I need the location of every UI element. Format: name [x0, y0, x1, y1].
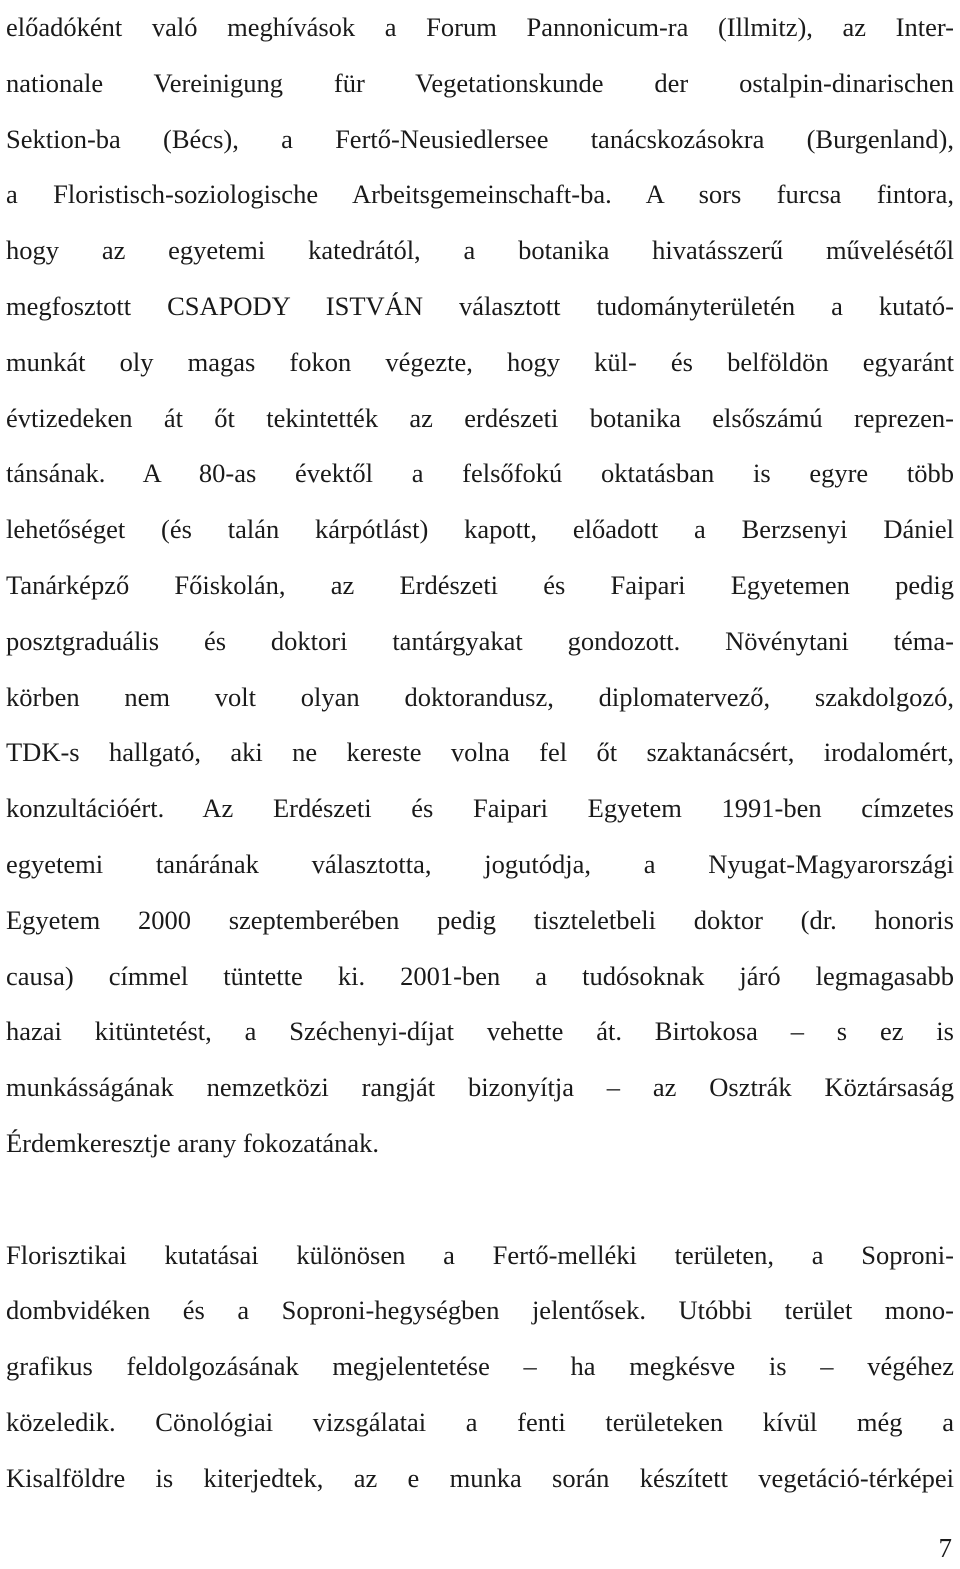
text-line: a Floristisch-soziologische Arbeitsgemeinschaft-ba. A sors furcsa fintora, [6, 179, 954, 210]
text-line: Florisztikai kutatásai különösen a Fertő-melléki területen, a Soproni- [6, 1239, 954, 1270]
text-line: hogy az egyetemi katedrától, a botanika hivatásszerű művelésétől [6, 235, 954, 266]
text-line: körben nem volt olyan doktorandusz, diplomatervező, szakdolgozó, [6, 681, 954, 712]
document-page [6, 0, 954, 1507]
text-line: nationale Vereinigung für Vegetationskunde der ostalpin-dinarischen [6, 67, 954, 98]
text-line: egyetemi tanárának választotta, jogutódja, a Nyugat-Magyarországi [6, 848, 954, 879]
text-line: dombvidéken és a Soproni-hegységben jelentősek. Utóbbi terület mono- [6, 1295, 954, 1326]
text-line: Érdemkeresztje arany fokozatának. [6, 1127, 380, 1158]
paragraph-biography [6, 0, 954, 1172]
text-line: előadóként való meghívások a Forum Pannonicum-ra (Illmitz), az Inter- [6, 12, 954, 42]
text-line: Tanárképző Főiskolán, az Erdészeti és Faipari Egyetemen pedig [6, 569, 954, 600]
text-line: évtizedeken át őt tekintették az erdészeti botanika elsőszámú reprezen- [6, 402, 954, 433]
text-line: megfosztott CSAPODY ISTVÁN választott tudományterületén a kutató- [6, 290, 954, 321]
text-line: tánsának. A 80-as évektől a felsőfokú oktatásban is egyre több [6, 458, 954, 489]
text-line: munkásságának nemzetközi rangját bizonyítja – az Osztrák Köztársaság [6, 1072, 954, 1103]
page-number: 7 [938, 1533, 952, 1563]
text-line: causa) címmel tüntette ki. 2001-ben a tudósoknak járó legmagasabb [6, 960, 954, 991]
text-line: munkát oly magas fokon végezte, hogy kül- és belföldön egyaránt [6, 346, 954, 377]
text-line: konzultációért. Az Erdészeti és Faipari Egyetem 1991-ben címzetes [6, 793, 954, 824]
paragraph-floristics [6, 1228, 954, 1507]
text-line: Egyetem 2000 szeptemberében pedig tiszteletbeli doktor (dr. honoris [6, 904, 954, 935]
paragraph-gap [6, 1172, 954, 1228]
text-line: lehetőséget (és talán kárpótlást) kapott, előadott a Berzsenyi Dániel [6, 514, 954, 545]
text-line: Kisalföldre is kiterjedtek, az e munka során készített vegetáció-térképei [6, 1462, 954, 1493]
text-line: grafikus feldolgozásának megjelentetése – ha megkésve is – végéhez [6, 1351, 954, 1382]
text-line: Sektion-ba (Bécs), a Fertő-Neusiedlersee tanácskozásokra (Burgenland), [6, 123, 954, 154]
text-line: hazai kitüntetést, a Széchenyi-díjat vehette át. Birtokosa – s ez is [6, 1016, 954, 1047]
text-line: posztgraduális és doktori tantárgyakat gondozott. Növénytani téma- [6, 625, 954, 656]
text-line: TDK-s hallgató, aki ne kereste volna fel őt szaktanácsért, irodalomért, [6, 737, 954, 768]
text-line: közeledik. Cönológiai vizsgálatai a fenti területeken kívül még a [6, 1406, 954, 1437]
